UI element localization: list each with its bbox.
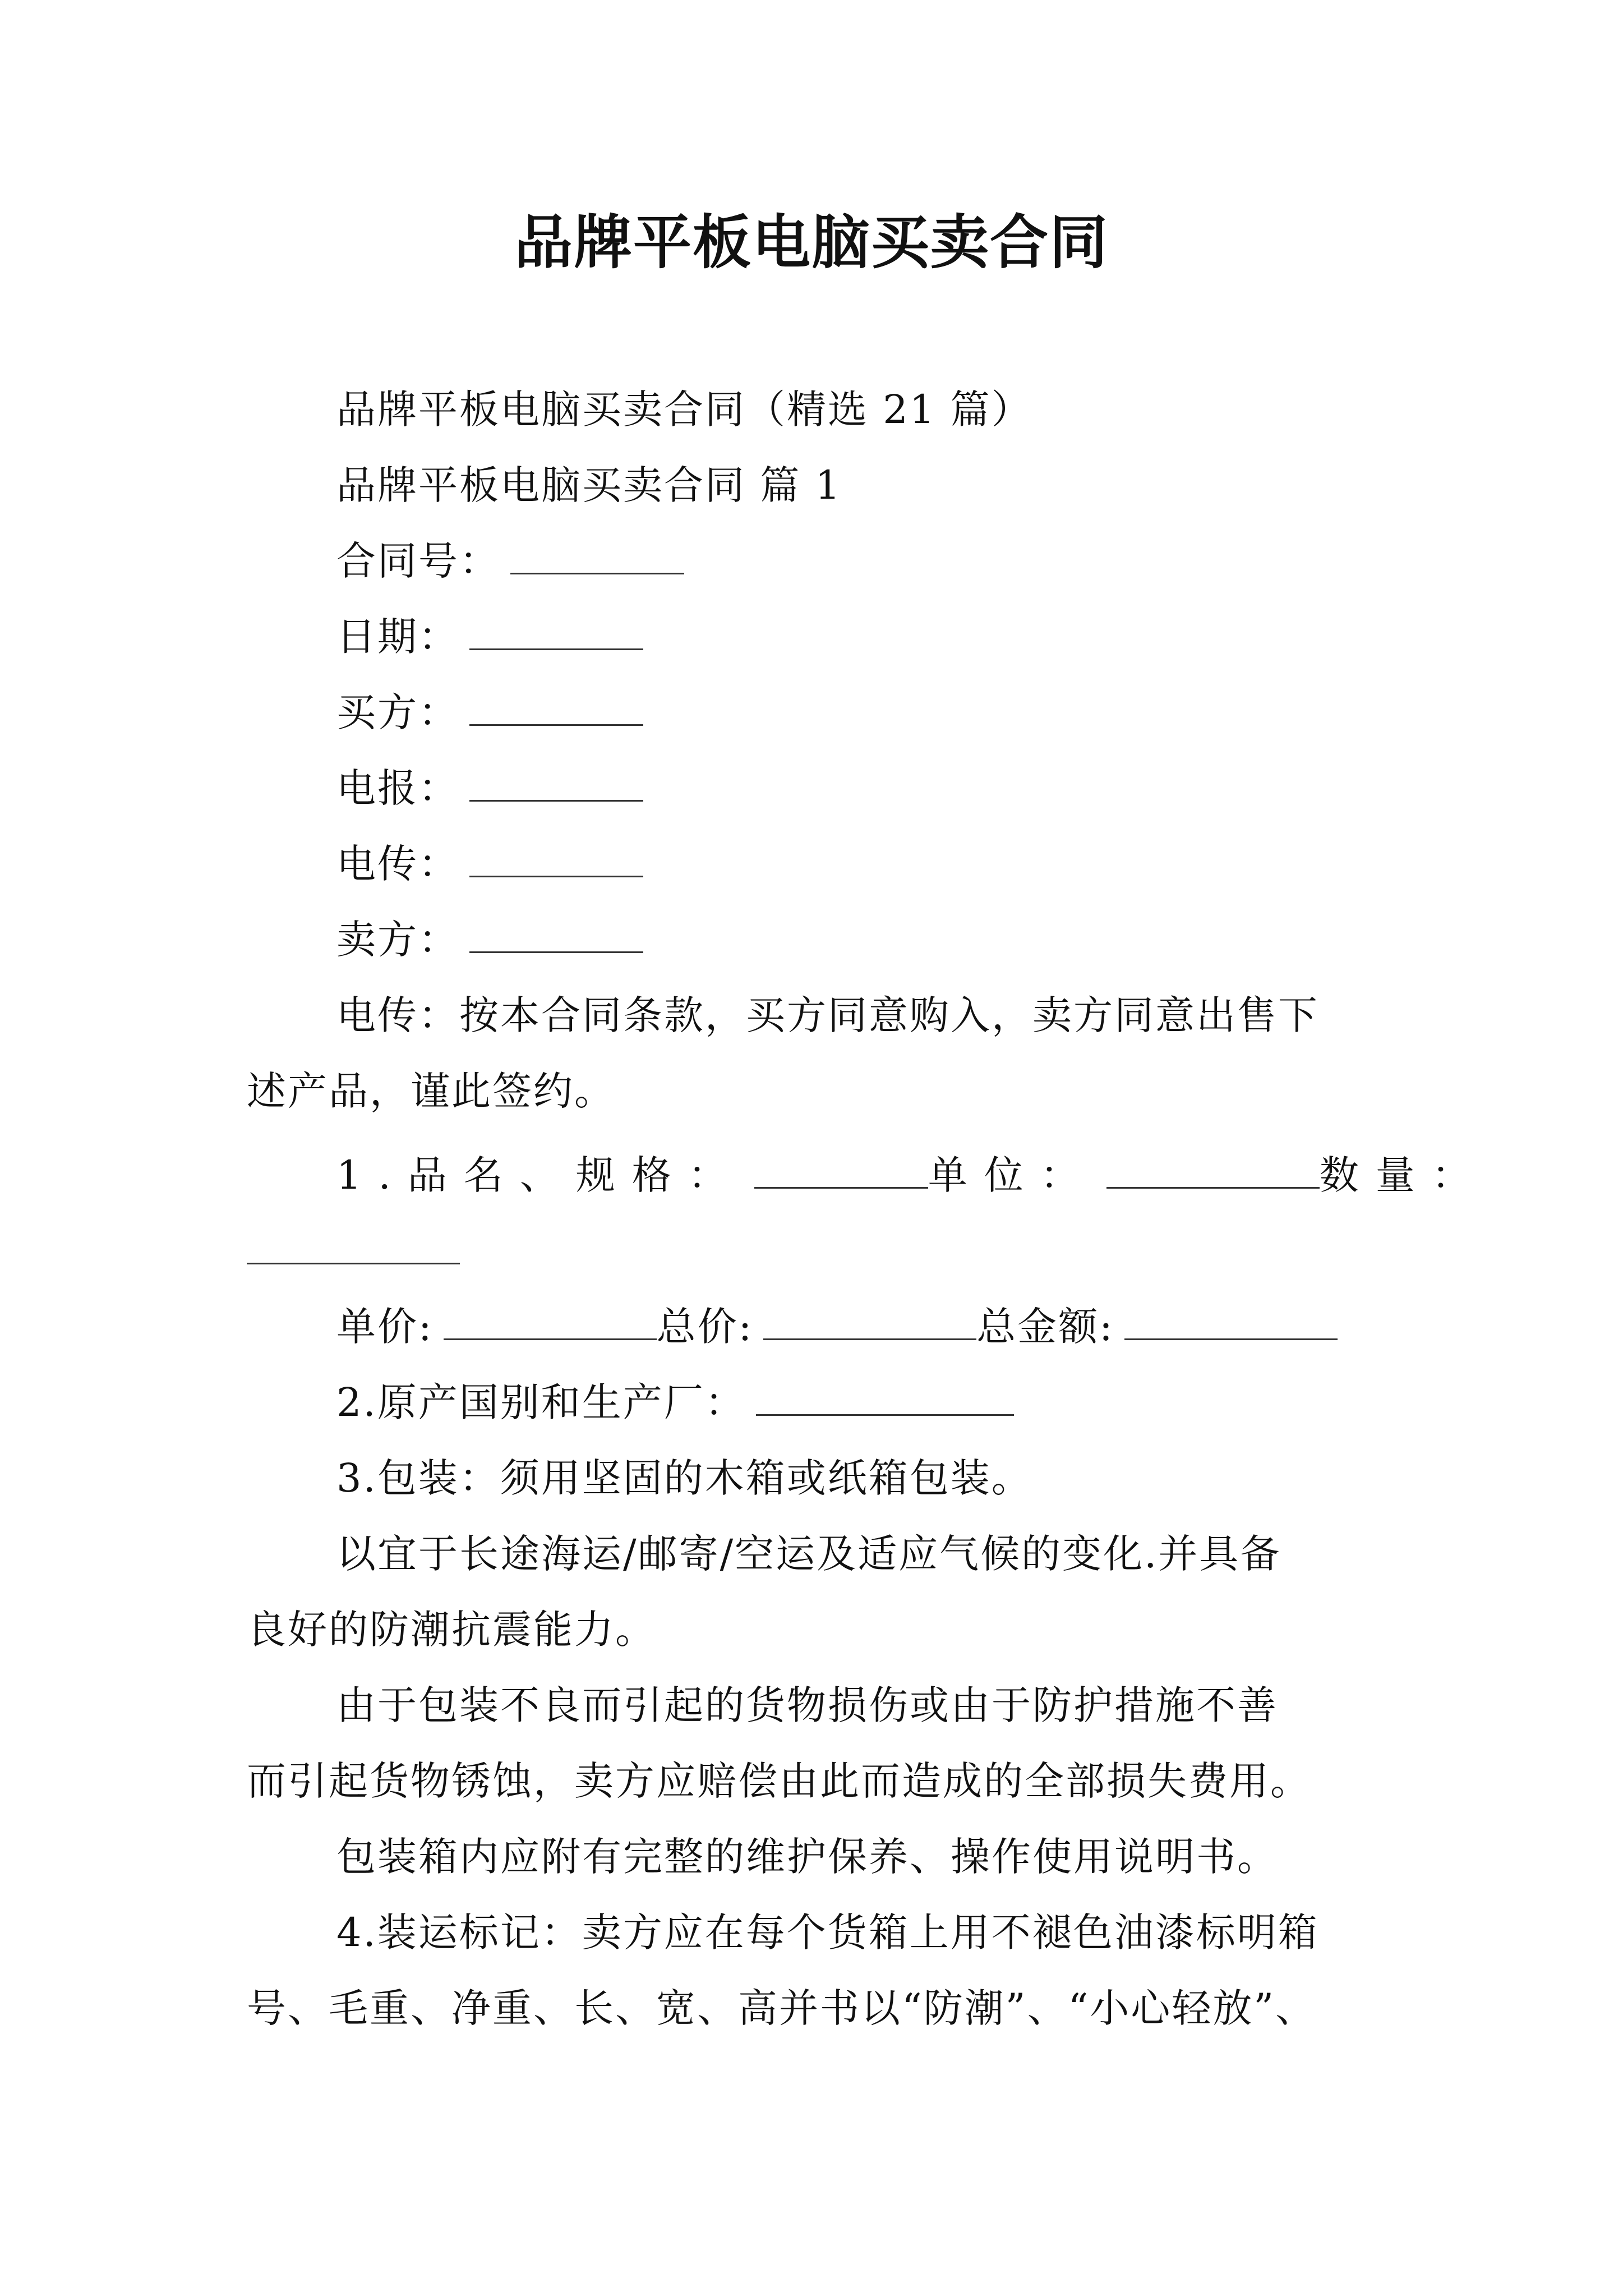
total-amount-label: 总金额: <box>976 1304 1114 1350</box>
contract-number-row <box>336 533 684 589</box>
packing-para-line-1: 以宜于长途海运/邮寄/空运及适应气候的变化.并具备 <box>336 1531 1281 1577</box>
item2-blank <box>756 1375 1014 1416</box>
item1b-row <box>336 1299 1338 1355</box>
total-amount-blank <box>1124 1299 1338 1340</box>
intro-line-1: 电传：按本合同条款，买方同意购入，卖方同意出售下 <box>336 992 1319 1038</box>
item1-row <box>336 1147 1488 1203</box>
intro-line-2: 述产品，谨此签约。 <box>247 1068 615 1114</box>
contract-number-blank <box>510 533 684 574</box>
unit-price-label: 单价: <box>336 1304 434 1350</box>
item4-line-1: 4.装运标记：卖方应在每个货箱上用不褪色油漆标明箱 <box>336 1910 1319 1955</box>
unit-price-blank <box>444 1299 657 1340</box>
item1-quantity-label: 数量： <box>1319 1152 1488 1198</box>
buyer-row <box>336 684 643 740</box>
document-subtitle: 品牌平板电脑买卖合同（精选 21 篇） <box>336 386 1032 432</box>
packing-para-line-2: 良好的防潮抗震能力。 <box>247 1607 656 1653</box>
telegram-row <box>336 760 643 816</box>
seller-row <box>336 912 643 968</box>
seller-blank <box>469 912 643 953</box>
item1-unit-label: 单位： <box>928 1152 1096 1198</box>
item1-quantity-continuation <box>247 1223 460 1279</box>
item3-line: 3.包装：须用坚固的木箱或纸箱包装。 <box>336 1455 1032 1501</box>
item1-quantity-blank <box>247 1223 460 1264</box>
contract-number-label: 合同号： <box>336 538 500 584</box>
item2-row <box>336 1374 1014 1430</box>
date-row <box>336 609 643 665</box>
item2-label: 2.原产国别和生产厂： <box>336 1379 746 1425</box>
damage-para-line-2: 而引起货物锈蚀，卖方应赔偿由此而造成的全部损失费用。 <box>247 1758 1311 1804</box>
telegram-blank <box>469 761 643 802</box>
date-label: 日期： <box>336 614 459 660</box>
buyer-label: 买方： <box>336 689 459 735</box>
total-price-blank <box>763 1299 976 1340</box>
date-blank <box>469 609 643 650</box>
buyer-blank <box>469 685 643 726</box>
damage-para-line-1: 由于包装不良而引起的货物损伤或由于防护措施不善 <box>336 1682 1278 1728</box>
manual-para: 包装箱内应附有完整的维护保养、操作使用说明书。 <box>336 1834 1278 1880</box>
item1-name-spec-blank <box>754 1148 928 1189</box>
fax-blank <box>469 836 643 877</box>
item4-line-2: 号、毛重、净重、长、宽、高并书以“防潮”、“小心轻放”、 <box>247 1985 1317 2031</box>
telegram-label: 电报： <box>336 765 459 811</box>
fax-row <box>336 836 643 892</box>
fax-label: 电传： <box>336 841 459 887</box>
document-title: 品牌平板电脑买卖合同 <box>514 208 1109 277</box>
total-price-label: 总价: <box>656 1304 754 1350</box>
seller-label: 卖方： <box>336 917 459 963</box>
item1-unit-blank <box>1106 1148 1320 1189</box>
section-heading: 品牌平板电脑买卖合同 篇 1 <box>336 462 842 508</box>
item1-name-spec-label: 1.品名、规格： <box>336 1152 744 1198</box>
